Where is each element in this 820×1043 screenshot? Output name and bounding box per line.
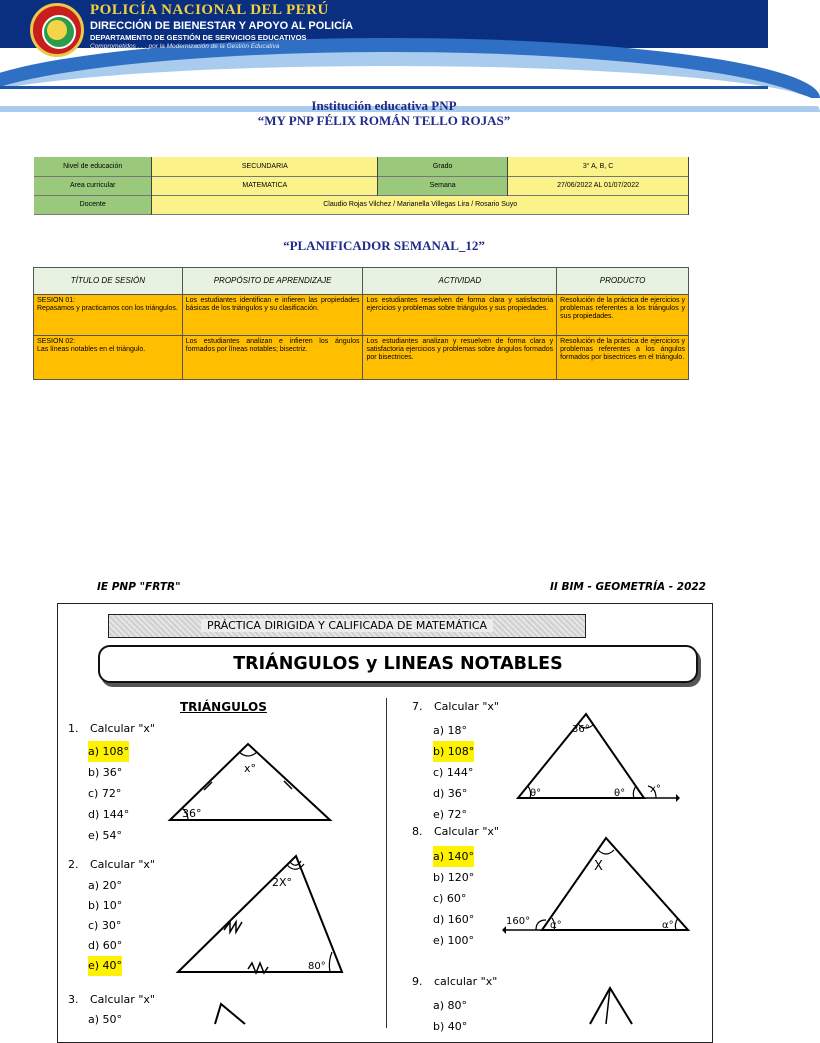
problem-number: 8. [412,825,423,838]
angle-label: θ° [530,788,542,799]
problem-number: 9. [412,975,423,988]
options-8 [433,846,474,951]
info-table [34,157,689,215]
plan-header: PROPÓSITO DE APRENDIZAJE [182,268,363,295]
session-label: SESION 01: [37,297,76,304]
angle-label: 80° [308,961,326,972]
worksheet-banner [108,614,586,638]
plan-header: ACTIVIDAD [363,268,557,295]
problem-9 [412,975,497,988]
worksheet-header-right: II BIM - GEOMETRÍA - 2022 [549,581,706,593]
product-cell: Resolución de la práctica de ejercicios y problemas referentes a los triángulos y sus propiedades. [557,295,689,336]
docente-value: Claudio Rojas Vilchez / Marianella Villegas Lira / Rosario Suyo [152,195,689,214]
option: b) 120° [433,871,475,884]
option: c) 72° [88,787,122,800]
column-divider [386,698,387,1028]
semana-value: 27/06/2022 AL 01/07/2022 [508,176,689,195]
docente-label: Docente [34,195,152,214]
options-1 [88,741,129,846]
option: c) 144° [433,766,474,779]
option: b) 108° [433,741,474,762]
problem-prompt: Calcular "x" [434,825,499,838]
triangle-figure-2 [170,852,350,978]
banner-line2: DIRECCIÓN DE BIENESTAR Y APOYO AL POLICÍA [90,20,354,32]
problem-prompt: Calcular "x" [90,858,155,871]
purpose-cell: Los estudiantes identifican e infieren las propiedades básicas de los triángulos y su clasificación. [182,295,363,336]
triangle-shape [215,1004,245,1024]
problem-prompt: Calcular "x" [90,722,155,735]
grado-value: 3° A, B, C [508,157,689,176]
options-3 [88,1013,122,1026]
problem-number: 2. [68,858,79,871]
angle-arc [675,918,678,930]
area-label: Area curricular [34,176,152,195]
option: d) 36° [433,787,468,800]
banner-line1: POLICÍA NACIONAL DEL PERÚ [90,2,329,18]
problem-number: 1. [68,722,79,735]
activity-cell: Los estudiantes resuelven de forma clara y satisfactoria ejercicios y problemas sobre triángulos y sus propiedades. [363,295,557,336]
session-label: SESION 02: [37,338,76,345]
angle-arc [598,850,614,854]
angle-label: α° [550,920,562,931]
institution-line2: “MY PNP FÉLIX ROMÁN TELLO ROJAS” [257,113,511,128]
option: c) 60° [433,892,467,905]
session-title: Repasamos y practicamos con los triángulos. [37,305,178,313]
option: e) 72° [433,808,468,821]
triangle-shape [178,856,342,972]
problem-number: 7. [412,700,423,713]
banner-line4: Comprometidos . . . por la Modernización de la Gestión Educativa [90,43,280,50]
option: b) 10° [88,899,123,912]
triangle-shape [590,988,632,1024]
option: a) 140° [433,846,474,867]
angle-arc [329,952,332,972]
problem-2 [68,858,155,871]
arrow-icon [502,926,506,934]
worksheet-banner-text: PRÁCTICA DIRIGIDA Y CALIFICADA DE MATEMÁTICA [201,619,493,632]
banner-text [90,2,530,50]
session-cell [34,336,183,380]
option: d) 160° [433,913,475,926]
angle-label: 160° [506,916,531,927]
semana-label: Semana [378,176,508,195]
activity-cell: Los estudiantes analizan y resuelven de forma clara y satisfactoria ejercicios y problemas sobre ángulos formados por bisectrices. [363,336,557,380]
options-7 [433,720,474,825]
option: c) 30° [88,919,122,932]
triangle-figure-7 [510,706,680,802]
problem-8 [412,825,499,838]
grado-label: Grado [378,157,508,176]
problem-3 [68,993,155,1006]
plan-title: “PLANIFICADOR SEMANAL_12” [283,238,485,253]
angle-label: 2X° [272,876,293,889]
option: e) 40° [88,956,122,976]
angle-arc [239,752,257,756]
option: e) 100° [433,934,475,947]
problem-prompt: Calcular "x" [434,700,499,713]
arrow-icon [676,794,680,802]
problem-7 [412,700,499,713]
angle-label: 36° [572,724,590,735]
session-cell [34,295,183,336]
area-value: MATEMATICA [152,176,378,195]
plan-header: TÍTULO DE SESIÓN [34,268,183,295]
table-row [34,295,689,336]
banner-line3: DEPARTAMENTO DE GESTIÓN DE SERVICIOS EDUCATIVOS [90,33,307,42]
table-row [34,336,689,380]
angle-label: α° [662,920,674,931]
plan-header: PRODUCTO [557,268,689,295]
triangle-figure-9 [560,986,660,1024]
banner-underline [0,86,768,89]
angle-label: x° [650,784,661,795]
angle-arc [633,786,636,798]
option: e) 54° [88,829,123,842]
purpose-cell: Los estudiantes analizan e infieren los ángulos formados por líneas notables; bisectriz. [182,336,363,380]
institution-line1: Institución educativa PNP [311,98,457,113]
section-subtitle: TRIÁNGULOS [180,700,267,714]
problem-prompt: Calcular "x" [90,993,155,1006]
angle-label: X [594,859,603,874]
options-2 [88,876,122,976]
option: d) 60° [88,939,123,952]
option: a) 80° [433,999,468,1012]
police-crest-logo [30,3,84,57]
institution-title [0,98,768,128]
problem-1 [68,722,155,735]
angle-label: θ° [614,788,626,799]
product-cell: Resolución de la práctica de ejercicios y problemas referentes a los ángulos formados por bisectrices en el triángulo. [557,336,689,380]
option: a) 50° [88,1013,123,1026]
triangle-shape [542,838,688,930]
option: a) 20° [88,879,123,892]
angle-label: x° [244,762,257,775]
problem-prompt: calcular "x" [434,975,498,988]
option: a) 18° [433,724,468,737]
option: b) 40° [433,1020,468,1033]
header-banner [0,0,768,92]
triangle-figure-8 [502,834,694,934]
triangle-figure-1 [160,738,340,828]
nivel-label: Nivel de educación [34,157,152,176]
plan-table [33,267,689,380]
nivel-value: SECUNDARIA [152,157,378,176]
worksheet-title: TRIÁNGULOS y LINEAS NOTABLES [98,645,698,683]
session-title: Las líneas notables en el triángulo. [37,346,146,354]
options-9 [433,995,467,1037]
option: b) 36° [88,766,123,779]
angle-label: 36° [182,807,202,820]
triangle-figure-3 [205,1002,265,1024]
option: a) 108° [88,741,129,762]
worksheet-header-left: IE PNP "FRTR" [97,581,181,593]
problem-number: 3. [68,993,79,1006]
option: d) 144° [88,808,130,821]
